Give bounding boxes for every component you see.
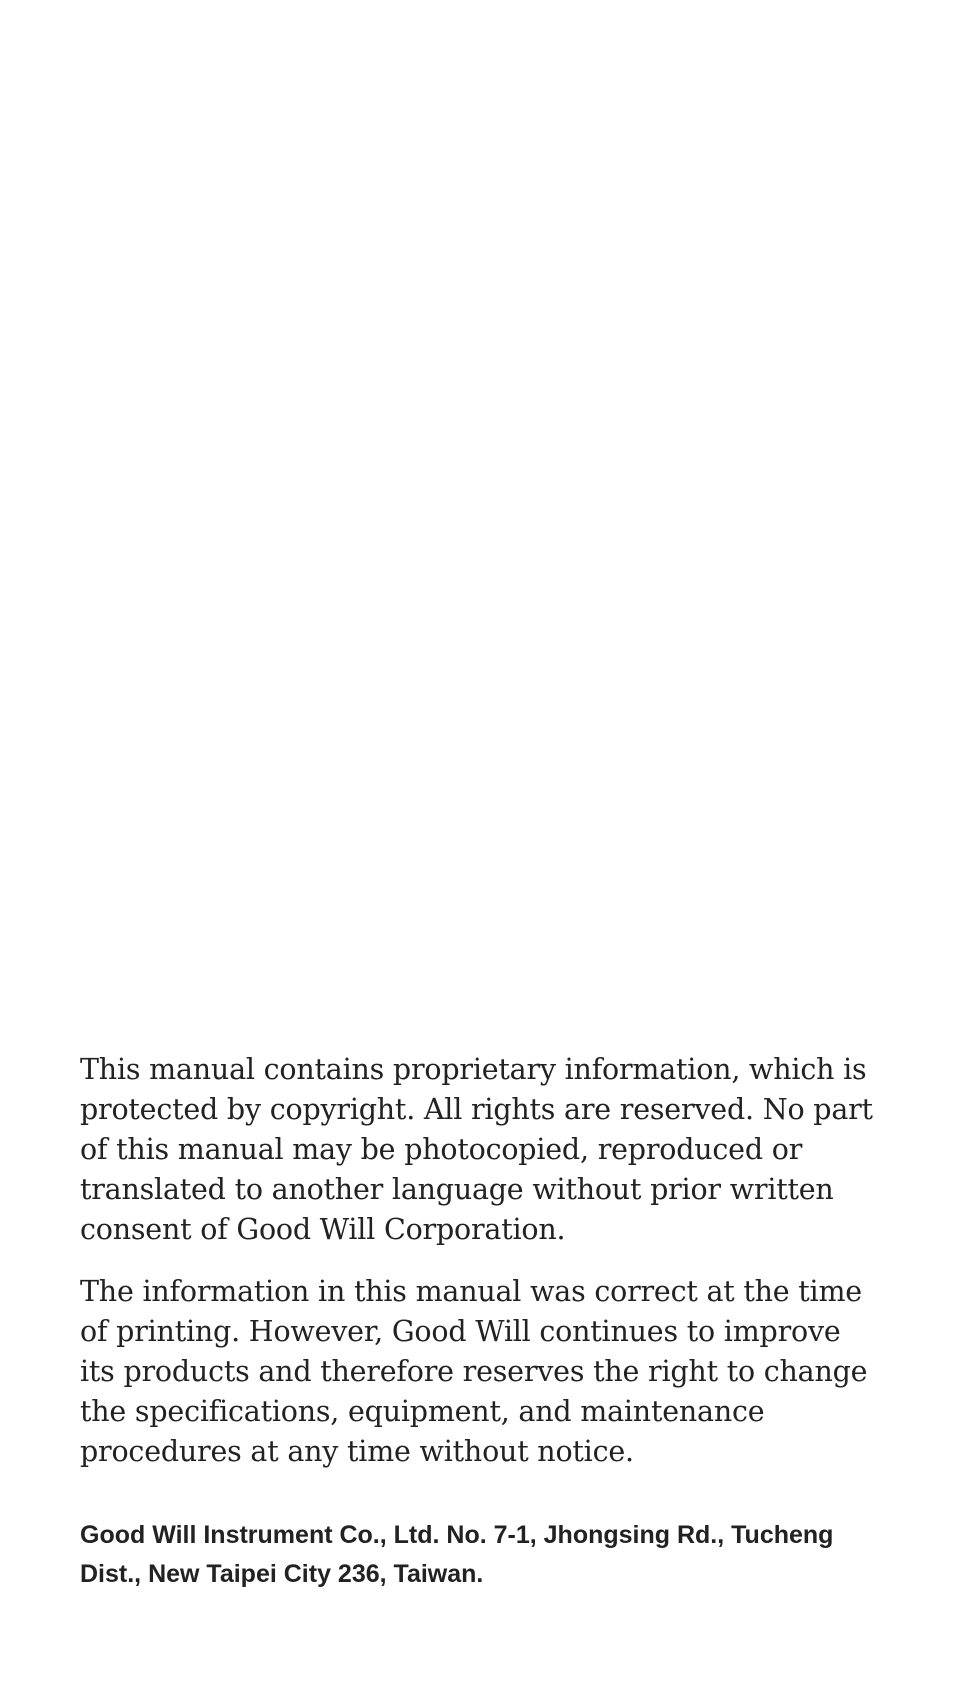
copyright-notice-block xyxy=(80,1050,880,1594)
proprietary-notice-paragraph: This manual contains proprietary information, which is protected by copyright. All rights are reserved. No part of this manual may be photocopied, reproduced or translated to another language without prior written consent of Good Will Corporation. xyxy=(80,1053,873,1246)
company-address: Good Will Instrument Co., Ltd. No. 7-1, Jhongsing Rd., Tucheng Dist., New Taipei City 236, Taiwan. xyxy=(80,1521,834,1588)
disclaimer-paragraph: The information in this manual was correct at the time of printing. However, Good Will continues to improve its products and therefore reserves the right to change the specifications, equipment, and maintenance procedures at any time without notice. xyxy=(80,1275,868,1468)
